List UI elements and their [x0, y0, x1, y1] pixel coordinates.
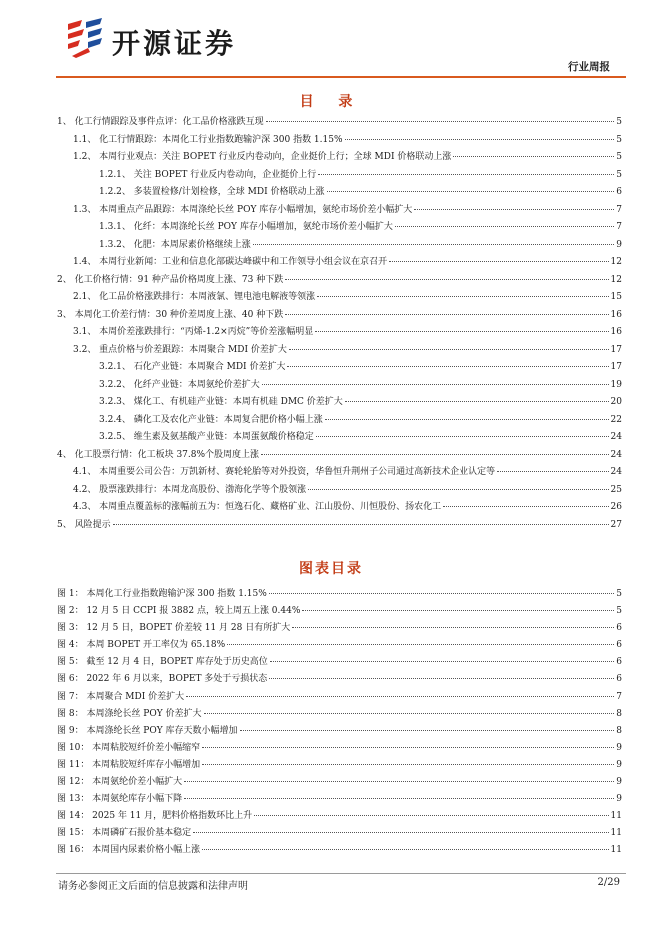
toc-entry[interactable]	[57, 132, 622, 150]
toc-entry-label: 2.1、 化工品价格涨跌排行：本周液氯、锂电池电解液等领涨	[73, 292, 316, 302]
dot-leader	[325, 419, 609, 420]
figure-entry-label: 图 12： 本周氨纶价差小幅扩大	[57, 777, 183, 788]
figure-entry[interactable]	[57, 825, 622, 842]
figure-entry[interactable]	[57, 654, 622, 671]
toc-entry-page: 5	[616, 169, 622, 180]
dot-leader	[315, 331, 608, 332]
dot-leader	[269, 678, 614, 679]
figure-entry-label: 图 2： 12 月 5 日 CCPI 报 3882 点，较上周五上涨 0.44%	[57, 606, 301, 617]
figure-entry-label: 图 9： 本周涤纶长丝 POY 库存天数小幅增加	[57, 725, 238, 736]
toc-entry-label: 1.1、 化工行情跟踪：本周化工行业指数跑输沪深 300 指数 1.15%	[73, 134, 343, 145]
dot-leader	[453, 156, 614, 157]
toc-entry[interactable]	[57, 429, 622, 447]
figure-entry[interactable]	[57, 637, 622, 654]
toc-entry-label: 3.2.5、 维生素及氨基酸产业链：本周蛋氨酸价格稳定	[99, 432, 314, 442]
toc-entry-label: 3.2.2、 化纤产业链：本周氨纶价差扩大	[99, 379, 260, 390]
figure-entry-page: 7	[616, 691, 622, 702]
toc-entry[interactable]	[57, 149, 622, 167]
toc-entry[interactable]	[57, 447, 622, 465]
toc-entry-label: 1.3.1、 化纤：本周涤纶长丝 POY 库存小幅增加，氨纶市场价差小幅扩大	[99, 222, 393, 232]
toc-entry-page: 15	[610, 292, 622, 302]
toc-entry[interactable]	[57, 517, 622, 535]
figure-list	[57, 586, 622, 860]
footer-divider	[56, 873, 626, 874]
toc-entry-page: 17	[610, 344, 622, 355]
figure-entry-page: 8	[616, 708, 622, 719]
dot-leader	[285, 279, 608, 280]
figure-entry[interactable]	[57, 620, 622, 637]
toc-entry-page: 24	[610, 432, 622, 442]
toc-entry-label: 3.2、 重点价格与价差跟踪：本周聚合 MDI 价差扩大	[73, 344, 287, 355]
header-divider	[56, 76, 626, 78]
toc-entry-page: 6	[616, 187, 622, 197]
figure-entry-page: 8	[616, 725, 622, 736]
figure-entry[interactable]	[57, 740, 622, 757]
toc-entry-label: 3.2.3、 煤化工、有机硅产业链：本周有机硅 DMC 价差扩大	[99, 397, 343, 407]
toc-entry-label: 4.1、 本周重要公司公告：万凯新材、赛轮轮胎等对外投资，华鲁恒升荆州子公司通过高新技术企业认定等	[73, 467, 496, 477]
dot-leader	[292, 627, 614, 628]
dot-leader	[317, 296, 608, 297]
dot-leader	[345, 139, 615, 140]
toc-entry-label: 3.2.4、 磷化工及农化产业链：本周复合肥价格小幅上涨	[99, 414, 323, 425]
toc-entry-label: 3.2.1、 石化产业链：本周聚合 MDI 价差扩大	[99, 362, 286, 372]
dot-leader	[289, 349, 609, 350]
toc-entry-page: 22	[610, 414, 622, 425]
toc-entry-label: 4.3、 本周重点覆盖标的涨幅前五为：恒逸石化、藏格矿业、江山股份、川恒股份、扬农化工	[73, 502, 442, 512]
toc-entry[interactable]	[57, 307, 622, 325]
toc-entry[interactable]	[57, 289, 622, 307]
dot-leader	[395, 226, 614, 227]
figure-entry-label: 图 6： 2022 年 6 月以来，BOPET 多处于亏损状态	[57, 674, 268, 685]
toc-entry-page: 7	[616, 222, 622, 232]
figure-entry[interactable]	[57, 757, 622, 774]
toc-entry[interactable]	[57, 499, 622, 517]
report-header	[0, 0, 662, 76]
toc-entry-page: 24	[610, 449, 622, 460]
report-type-label: 行业周报	[568, 61, 610, 73]
dot-leader	[184, 798, 614, 799]
page-number: 2/29	[597, 877, 620, 888]
dot-leader	[202, 764, 614, 765]
figure-entry[interactable]	[57, 689, 622, 706]
toc-entry-page: 16	[610, 327, 622, 337]
figure-entry[interactable]	[57, 842, 622, 859]
toc-entry[interactable]	[57, 254, 622, 272]
toc-entry-page: 9	[616, 239, 622, 250]
toc-entry-label: 1.2.2、 多装置检修/计划检修，全球 MDI 价格联动上涨	[99, 187, 325, 197]
dot-leader	[345, 401, 609, 402]
brand-name: 开源证券	[112, 27, 237, 60]
dot-leader	[266, 121, 615, 122]
figure-entry-label: 图 3： 12 月 5 日，BOPET 价差较 11 月 28 日有所扩大	[57, 623, 291, 634]
toc-entry-label: 1.3.2、 化肥：本周尿素价格继续上涨	[99, 239, 251, 250]
dot-leader	[287, 366, 608, 367]
figure-entry[interactable]	[57, 586, 622, 603]
toc-entry-label: 4、 化工股票行情：化工板块 37.8%个股周度上涨	[57, 449, 260, 460]
figure-entry-label: 图 13： 本周氨纶库存小幅下降	[57, 794, 183, 805]
toc-entry-page: 20	[610, 397, 622, 407]
toc-entry[interactable]	[57, 464, 622, 482]
figure-entry-page: 9	[616, 794, 622, 805]
figure-entry[interactable]	[57, 774, 622, 791]
toc-entry[interactable]	[57, 394, 622, 412]
toc-entry-label: 5、 风险提示	[57, 519, 111, 530]
dot-leader	[113, 524, 609, 525]
figure-entry-page: 5	[616, 606, 622, 617]
dot-leader	[254, 815, 608, 816]
toc-entry-page: 27	[610, 519, 622, 530]
toc-entry[interactable]	[57, 167, 622, 185]
toc-entry-label: 4.2、 股票涨跌排行：本周龙高股份、渤海化学等个股领涨	[73, 484, 307, 495]
dot-leader	[193, 832, 608, 833]
toc-entry[interactable]	[57, 359, 622, 377]
dot-leader	[262, 384, 609, 385]
dot-leader	[202, 849, 608, 850]
figure-entry-page: 11	[610, 828, 622, 839]
toc-entry-page: 19	[610, 379, 622, 390]
toc-title: 目 录	[299, 94, 363, 110]
toc-entry-page: 24	[610, 467, 622, 477]
toc-entry-label: 1.4、 本周行业新闻：工业和信息化部碳达峰碳中和工作领导小组会议在京召开	[73, 257, 388, 267]
dot-leader	[318, 174, 614, 175]
figure-entry[interactable]	[57, 671, 622, 688]
toc-entry-page: 16	[610, 309, 622, 320]
toc-entry-page: 12	[610, 257, 622, 267]
figure-entry-page: 11	[610, 811, 622, 822]
toc-entry-page: 25	[610, 484, 622, 495]
figure-entry-page: 6	[616, 657, 622, 668]
toc-entry-label: 1.3、 本周重点产品跟踪：本周涤纶长丝 POY 库存小幅增加，氨纶市场价差小幅扩大	[73, 204, 413, 215]
figure-entry-label: 图 7： 本周聚合 MDI 价差扩大	[57, 691, 185, 702]
figure-entry[interactable]	[57, 791, 622, 808]
figure-entry-page: 6	[616, 623, 622, 634]
dot-leader	[240, 730, 615, 731]
figure-entry-label: 图 10： 本周粘胶短纤价差小幅缩窄	[57, 742, 201, 753]
figure-entry[interactable]	[57, 723, 622, 740]
toc-entry-page: 5	[616, 117, 622, 127]
dot-leader	[302, 610, 614, 611]
toc-entry-page: 7	[616, 204, 622, 215]
toc-entry-page: 17	[610, 362, 622, 372]
toc-entry[interactable]	[57, 377, 622, 395]
figure-entry-label: 图 14： 2025 年 11 月，肥料价格指数环比上升	[57, 811, 253, 822]
toc-entry-label: 1.2、 本周行业观点：关注 BOPET 行业反内卷动向，企业挺价上行；全球 MDI 价格联动上涨	[73, 152, 452, 162]
figure-entry-page: 5	[616, 589, 622, 599]
figure-entry-page: 9	[616, 759, 622, 770]
dot-leader	[204, 713, 615, 714]
dot-leader	[202, 747, 614, 748]
dot-leader	[443, 506, 608, 507]
figure-list-title: 图表目录	[299, 561, 363, 577]
dot-leader	[316, 436, 609, 437]
dot-leader	[269, 593, 614, 594]
figure-entry-page: 9	[616, 777, 622, 788]
toc-entry[interactable]	[57, 184, 622, 202]
footer-disclaimer: 请务必参阅正文后面的信息披露和法律声明	[58, 881, 248, 892]
dot-leader	[285, 314, 608, 315]
figure-entry-label: 图 16： 本周国内尿素价格小幅上涨	[57, 845, 201, 856]
figure-entry[interactable]	[57, 808, 622, 825]
dot-leader	[186, 696, 614, 697]
figure-entry-label: 图 4： 本周 BOPET 开工率仅为 65.18%	[57, 640, 226, 651]
toc-entry[interactable]	[57, 324, 622, 342]
dot-leader	[308, 489, 608, 490]
figure-entry-label: 图 11： 本周粘胶短纤库存小幅增加	[57, 759, 201, 770]
dot-leader	[184, 781, 614, 782]
toc-entry[interactable]	[57, 342, 622, 360]
toc-entry-label: 2、 化工价格行情：91 种产品价格周度上涨、73 种下跌	[57, 274, 284, 285]
toc-entry-label: 1.2.1、 关注 BOPET 行业反内卷动向，企业挺价上行	[99, 169, 317, 180]
toc-entry[interactable]	[57, 114, 622, 132]
toc-entry-label: 3.1、 本周价差涨跌排行：“丙烯-1.2×丙烷”等价差涨幅明显	[73, 327, 314, 337]
figure-entry[interactable]	[57, 706, 622, 723]
figure-entry-page: 9	[616, 742, 622, 753]
table-of-contents	[57, 114, 622, 534]
dot-leader	[327, 191, 615, 192]
toc-entry-page: 5	[616, 152, 622, 162]
dot-leader	[227, 644, 614, 645]
toc-entry[interactable]	[57, 272, 622, 290]
toc-entry-page: 5	[616, 134, 622, 145]
figure-entry[interactable]	[57, 603, 622, 620]
dot-leader	[389, 261, 608, 262]
dot-leader	[414, 209, 614, 210]
toc-entry-label: 3、 本周化工价差行情：30 种价差周度上涨、40 种下跌	[57, 309, 284, 320]
toc-entry-label: 1、 化工行情跟踪及事件点评：化工品价格涨跌互现	[57, 117, 264, 127]
toc-entry-page: 12	[610, 274, 622, 285]
toc-entry[interactable]	[57, 219, 622, 237]
toc-entry[interactable]	[57, 202, 622, 220]
figure-entry-label: 图 1： 本周化工行业指数跑输沪深 300 指数 1.15%	[57, 589, 267, 599]
toc-entry[interactable]	[57, 412, 622, 430]
dot-leader	[497, 471, 608, 472]
figure-entry-label: 图 15： 本周磷矿石报价基本稳定	[57, 828, 192, 839]
figure-entry-label: 图 5： 截至 12 月 4 日，BOPET 库存处于历史高位	[57, 657, 268, 668]
figure-entry-page: 6	[616, 640, 622, 651]
toc-entry-page: 26	[610, 502, 622, 512]
kaiyuan-logo-icon	[66, 18, 104, 58]
dot-leader	[261, 454, 609, 455]
dot-leader	[270, 661, 615, 662]
dot-leader	[253, 244, 615, 245]
figure-entry-page: 11	[610, 845, 622, 856]
toc-entry[interactable]	[57, 482, 622, 500]
figure-entry-label: 图 8： 本周涤纶长丝 POY 价差扩大	[57, 708, 202, 719]
figure-entry-page: 6	[616, 674, 622, 685]
toc-entry[interactable]	[57, 237, 622, 255]
